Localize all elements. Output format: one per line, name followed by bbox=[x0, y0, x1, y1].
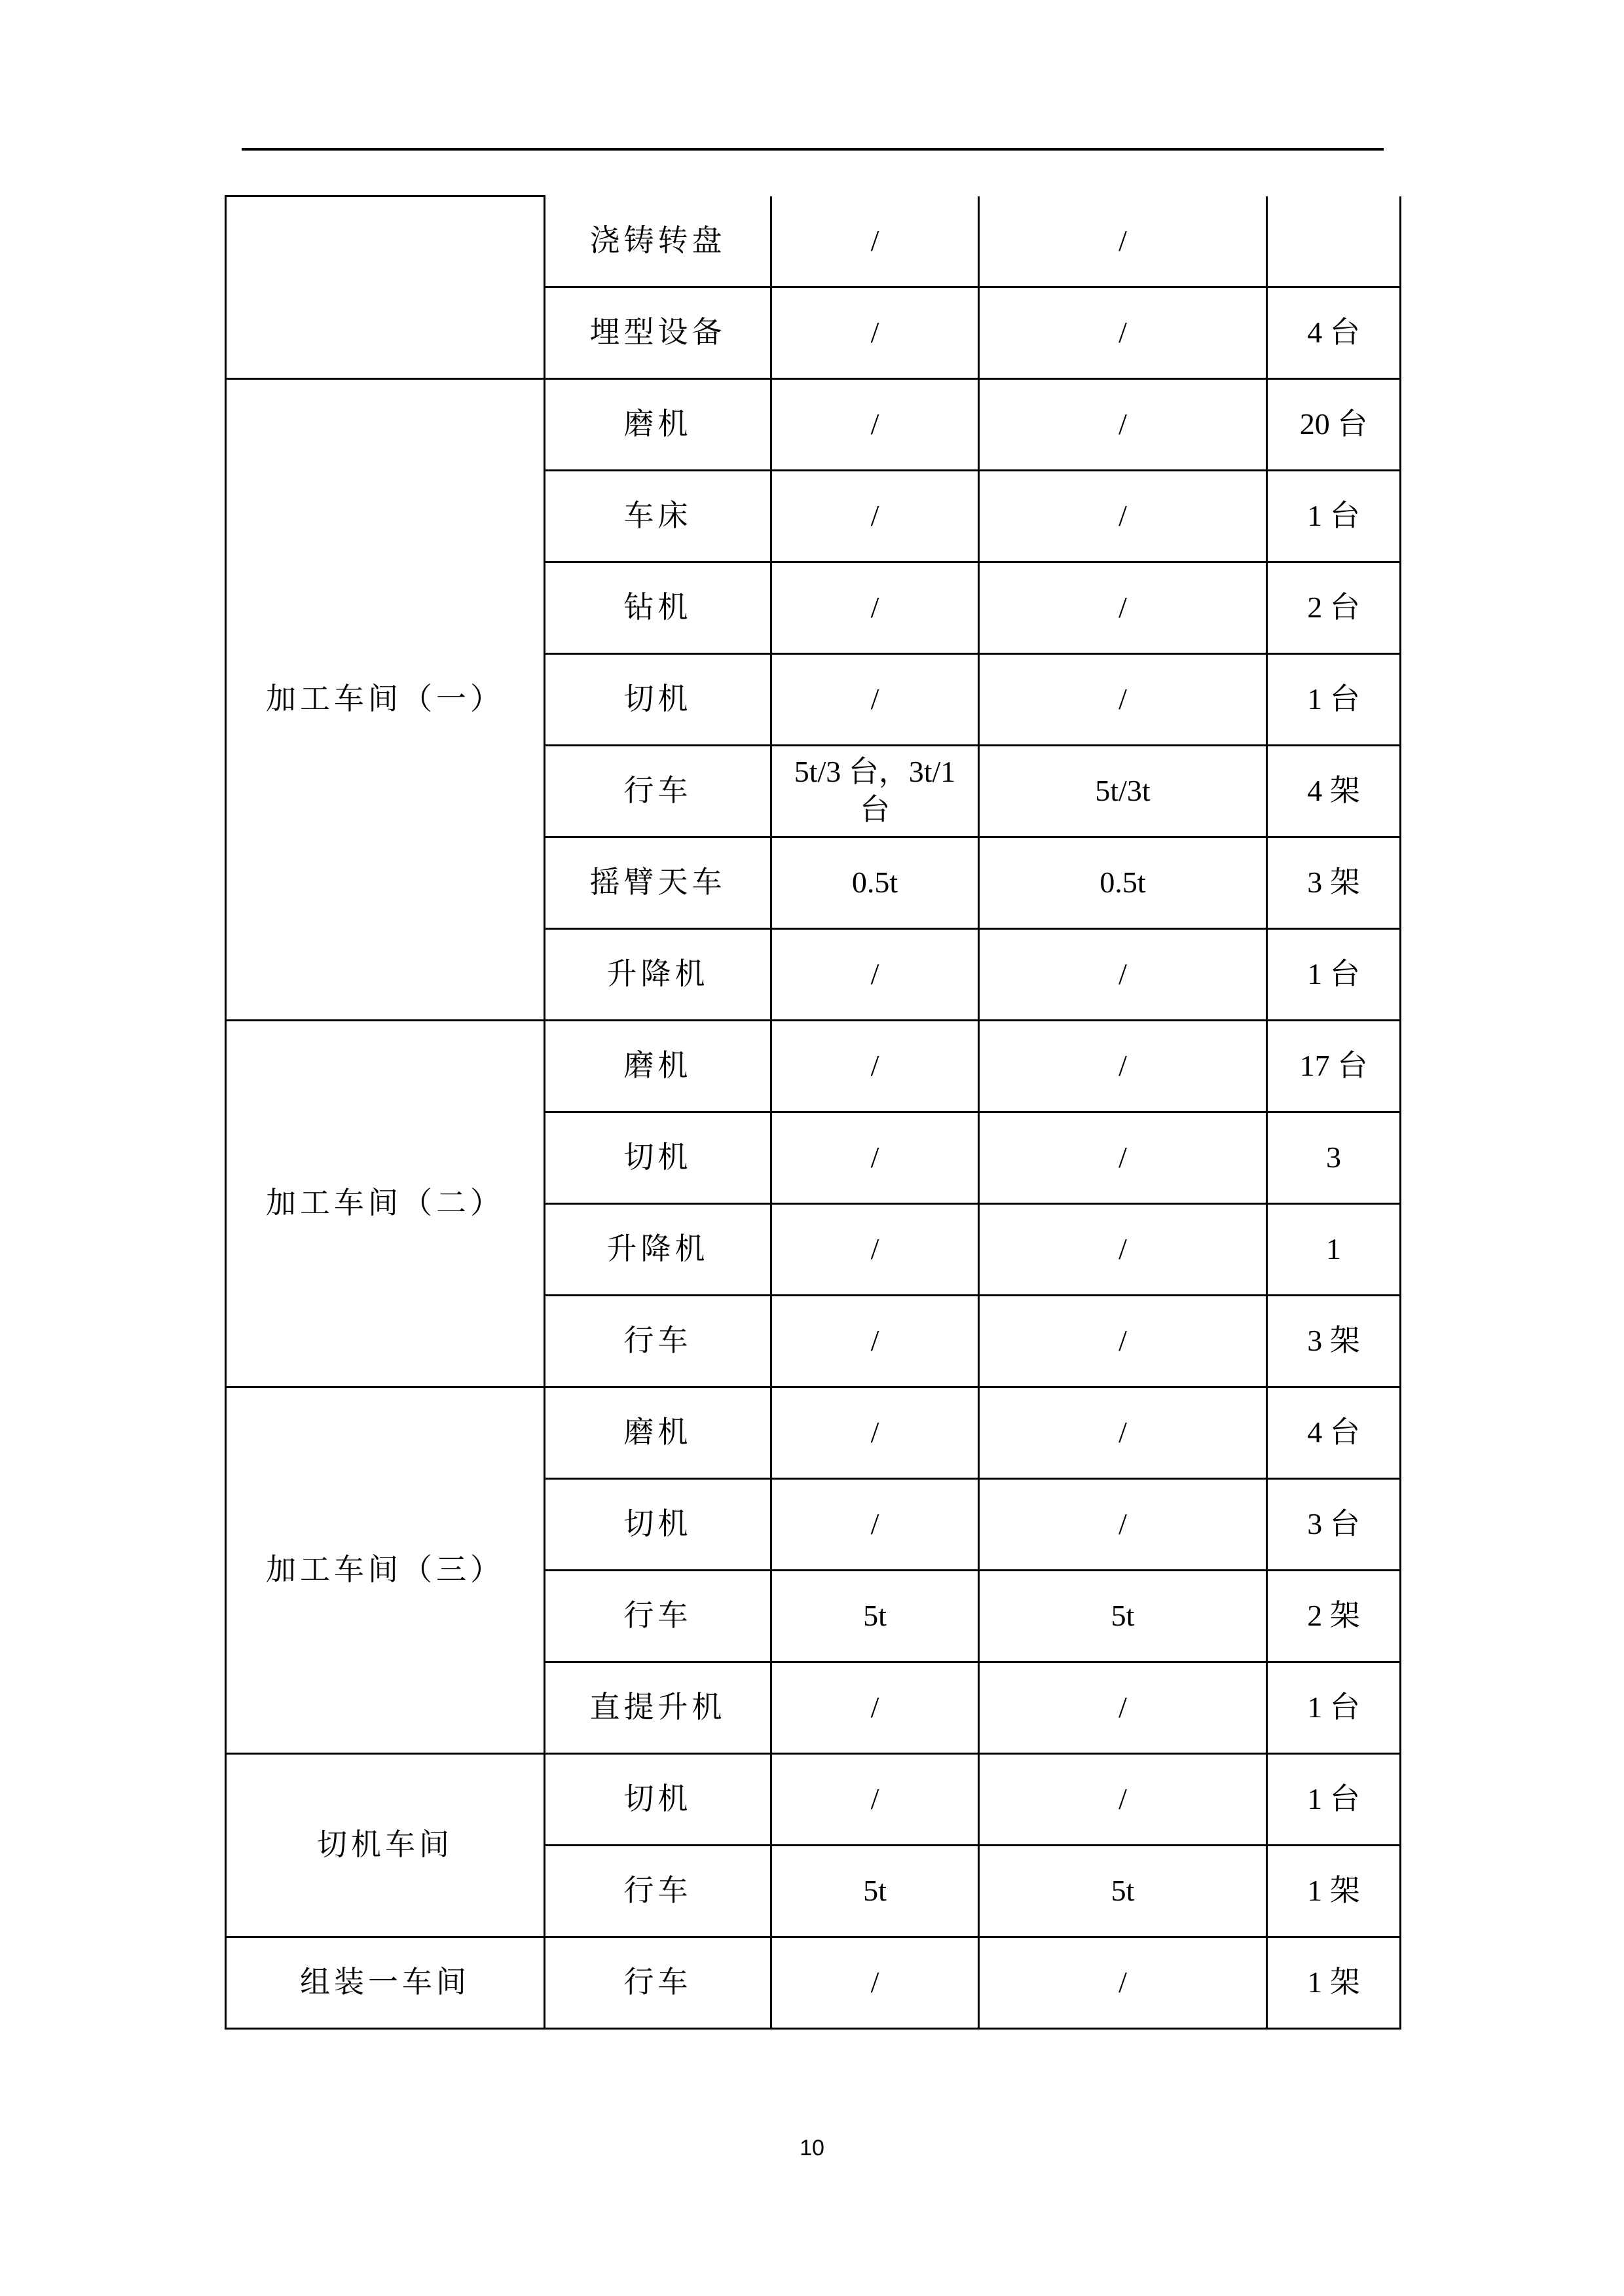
spec-a: / bbox=[771, 1020, 979, 1112]
quantity: 4 台 bbox=[1267, 287, 1401, 378]
equipment-name: 磨机 bbox=[545, 1387, 771, 1478]
spec-a: 5t bbox=[771, 1845, 979, 1937]
workshop-cell: 切机车间 bbox=[226, 1753, 545, 1937]
table-row bbox=[226, 378, 1401, 470]
quantity: 1 台 bbox=[1267, 653, 1401, 745]
spec-a: / bbox=[771, 653, 979, 745]
equipment-table bbox=[225, 195, 1401, 2030]
spec-b: / bbox=[979, 1753, 1267, 1845]
quantity: 1 台 bbox=[1267, 928, 1401, 1020]
quantity bbox=[1267, 196, 1401, 287]
quantity: 3 bbox=[1267, 1112, 1401, 1203]
quantity: 1 台 bbox=[1267, 1662, 1401, 1753]
spec-a: / bbox=[771, 1203, 979, 1295]
header-rule bbox=[242, 148, 1384, 151]
equipment-name: 升降机 bbox=[545, 1203, 771, 1295]
spec-a: / bbox=[771, 1112, 979, 1203]
quantity: 17 台 bbox=[1267, 1020, 1401, 1112]
equipment-name: 埋型设备 bbox=[545, 287, 771, 378]
spec-b: 5t bbox=[979, 1845, 1267, 1937]
spec-a: / bbox=[771, 928, 979, 1020]
spec-b: / bbox=[979, 1387, 1267, 1478]
quantity: 3 架 bbox=[1267, 837, 1401, 928]
table-row bbox=[226, 1753, 1401, 1845]
quantity: 1 架 bbox=[1267, 1937, 1401, 2028]
spec-a: / bbox=[771, 287, 979, 378]
spec-b: / bbox=[979, 928, 1267, 1020]
equipment-name: 行车 bbox=[545, 1295, 771, 1387]
equipment-name: 磨机 bbox=[545, 378, 771, 470]
spec-b: / bbox=[979, 196, 1267, 287]
spec-b: / bbox=[979, 1937, 1267, 2028]
spec-a: / bbox=[771, 1662, 979, 1753]
spec-a: / bbox=[771, 1387, 979, 1478]
equipment-name: 行车 bbox=[545, 1570, 771, 1662]
spec-a: / bbox=[771, 562, 979, 653]
quantity: 4 架 bbox=[1267, 745, 1401, 837]
spec-a: / bbox=[771, 470, 979, 562]
equipment-name: 直提升机 bbox=[545, 1662, 771, 1753]
spec-b: / bbox=[979, 1295, 1267, 1387]
quantity: 1 bbox=[1267, 1203, 1401, 1295]
equipment-name: 行车 bbox=[545, 1937, 771, 2028]
spec-a: 5t/3 台，3t/1 台 bbox=[771, 745, 979, 837]
spec-a: 0.5t bbox=[771, 837, 979, 928]
quantity: 20 台 bbox=[1267, 378, 1401, 470]
equipment-name: 切机 bbox=[545, 653, 771, 745]
spec-a: / bbox=[771, 1478, 979, 1570]
spec-b: / bbox=[979, 470, 1267, 562]
spec-a: / bbox=[771, 1295, 979, 1387]
spec-b: 5t/3t bbox=[979, 745, 1267, 837]
equipment-name: 行车 bbox=[545, 1845, 771, 1937]
quantity: 1 台 bbox=[1267, 470, 1401, 562]
quantity: 2 架 bbox=[1267, 1570, 1401, 1662]
spec-b: / bbox=[979, 378, 1267, 470]
spec-b: / bbox=[979, 1478, 1267, 1570]
equipment-name: 浇铸转盘 bbox=[545, 196, 771, 287]
spec-a: / bbox=[771, 378, 979, 470]
spec-a: / bbox=[771, 196, 979, 287]
spec-b: 5t bbox=[979, 1570, 1267, 1662]
page-number: 10 bbox=[800, 2136, 824, 2160]
quantity: 4 台 bbox=[1267, 1387, 1401, 1478]
spec-b: 0.5t bbox=[979, 837, 1267, 928]
quantity: 1 架 bbox=[1267, 1845, 1401, 1937]
spec-b: / bbox=[979, 1203, 1267, 1295]
spec-b: / bbox=[979, 1020, 1267, 1112]
workshop-cell: 加工车间（三） bbox=[226, 1387, 545, 1753]
equipment-name: 摇臂天车 bbox=[545, 837, 771, 928]
equipment-name: 切机 bbox=[545, 1753, 771, 1845]
equipment-name: 切机 bbox=[545, 1478, 771, 1570]
workshop-cell bbox=[226, 196, 545, 379]
workshop-cell: 组装一车间 bbox=[226, 1937, 545, 2028]
quantity: 2 台 bbox=[1267, 562, 1401, 653]
equipment-name: 钻机 bbox=[545, 562, 771, 653]
table-row bbox=[226, 196, 1401, 287]
spec-b: / bbox=[979, 1112, 1267, 1203]
table-row bbox=[226, 1937, 1401, 2028]
quantity: 1 台 bbox=[1267, 1753, 1401, 1845]
workshop-cell: 加工车间（一） bbox=[226, 378, 545, 1020]
workshop-cell: 加工车间（二） bbox=[226, 1020, 545, 1387]
equipment-name: 升降机 bbox=[545, 928, 771, 1020]
equipment-name: 磨机 bbox=[545, 1020, 771, 1112]
equipment-name: 车床 bbox=[545, 470, 771, 562]
spec-a: / bbox=[771, 1753, 979, 1845]
table-row bbox=[226, 1387, 1401, 1478]
equipment-name: 行车 bbox=[545, 745, 771, 837]
spec-b: / bbox=[979, 562, 1267, 653]
quantity: 3 台 bbox=[1267, 1478, 1401, 1570]
spec-a: / bbox=[771, 1937, 979, 2028]
spec-b: / bbox=[979, 653, 1267, 745]
table-row bbox=[226, 1020, 1401, 1112]
quantity: 3 架 bbox=[1267, 1295, 1401, 1387]
spec-a: 5t bbox=[771, 1570, 979, 1662]
spec-b: / bbox=[979, 1662, 1267, 1753]
spec-b: / bbox=[979, 287, 1267, 378]
equipment-name: 切机 bbox=[545, 1112, 771, 1203]
